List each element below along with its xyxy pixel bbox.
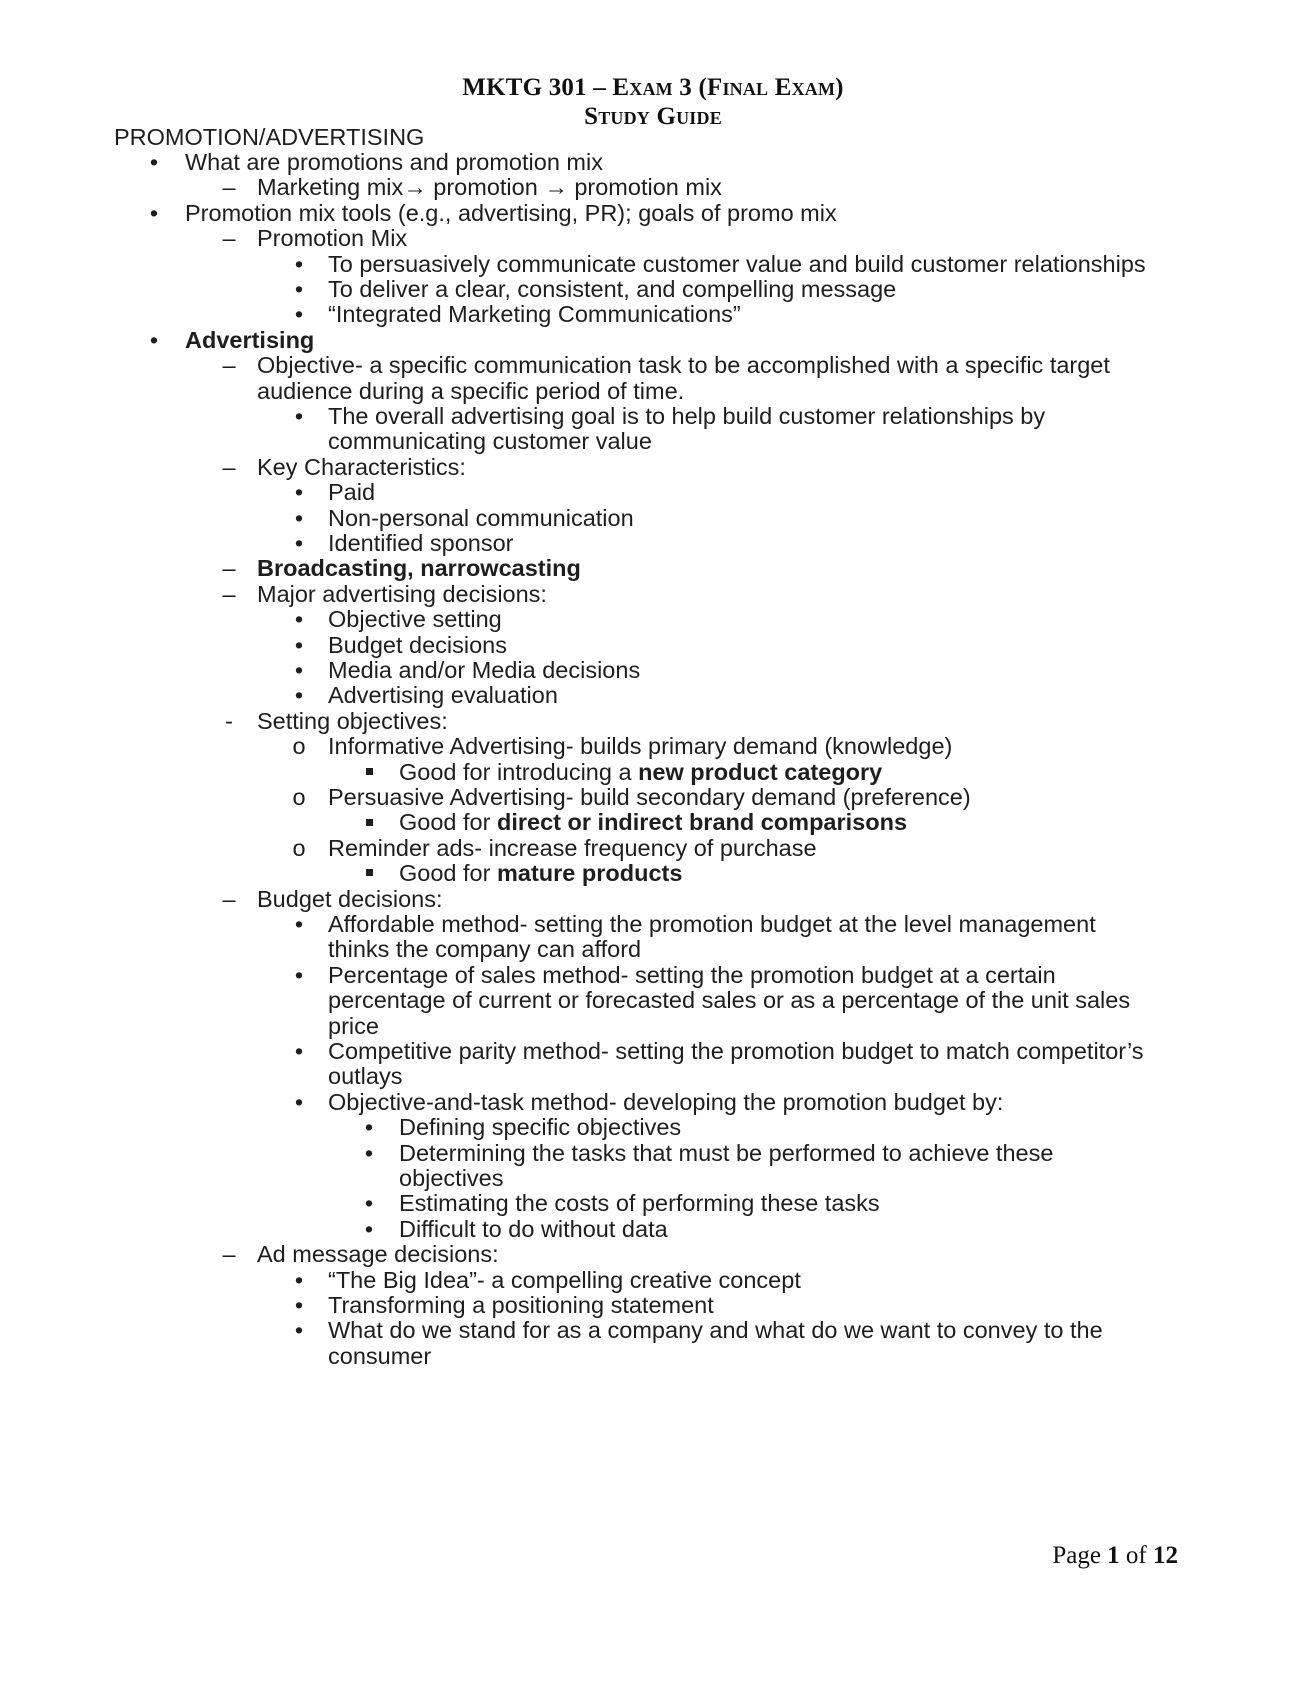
list-item-text: communicating customer value (328, 428, 652, 455)
list-marker: – (222, 453, 236, 480)
list-item-text: To persuasively communicate customer value and build customer relationships (328, 250, 1146, 277)
list-item (328, 911, 1096, 938)
list-item (399, 1165, 504, 1192)
list-item (257, 886, 443, 913)
list-item (399, 1114, 681, 1141)
list-marker: • (294, 1088, 304, 1115)
list-marker: • (294, 911, 304, 937)
list-item-text: percentage of current or forecasted sales or as a percentage of the unit sales (328, 987, 1131, 1014)
list-item-text: Budget decisions (328, 631, 507, 658)
list-marker: – (222, 1241, 236, 1268)
list-item-text: Transforming a positioning statement (328, 1292, 714, 1318)
list-item-text: Competitive parity method- setting the promotion budget to match competitor’s (328, 1038, 1144, 1064)
list-item-text: Promotion Mix (257, 225, 408, 252)
list-item-text: Affordable method- setting the promotion budget at the level management (328, 911, 1096, 937)
list-marker: • (149, 149, 159, 175)
list-item (328, 936, 641, 963)
list-item (328, 632, 507, 659)
list-marker: • (294, 301, 304, 328)
list-item-text: Marketing mix→ promotion → promotion mix (257, 174, 722, 201)
list-item (399, 1190, 880, 1217)
document-title: MKTG 301 – Exam 3 (Final Exam) (462, 74, 844, 101)
page-number: 1 (1107, 1542, 1120, 1569)
list-item-text: To deliver a clear, consistent, and compelling message (328, 276, 897, 302)
list-item (257, 708, 448, 735)
list-item (328, 962, 1056, 989)
list-item-text: Identified sponsor (328, 530, 514, 556)
list-item (328, 1089, 1003, 1116)
list-item-text: Objective- a specific communication task to be accomplished with a specific target (257, 352, 1110, 379)
list-marker (358, 809, 380, 836)
list-item-text: Setting objectives: (257, 707, 448, 734)
list-marker: • (294, 250, 304, 277)
list-item (257, 1241, 499, 1268)
list-item-text: thinks the company can afford (328, 936, 642, 963)
list-item (257, 454, 466, 481)
list-item (328, 682, 558, 709)
list-item (328, 505, 634, 532)
list-item (328, 251, 1146, 278)
list-item (257, 174, 722, 201)
list-item (328, 987, 1130, 1014)
list-item (185, 327, 314, 354)
list-item-text: “Integrated Marketing Communications” (328, 301, 741, 328)
list-item-text: Persuasive Advertising- build secondary demand (preference) (328, 784, 971, 810)
list-item-text: Media and/or Media decisions (328, 657, 641, 683)
list-marker: • (364, 1139, 374, 1166)
list-marker: • (149, 326, 159, 353)
list-item (328, 1013, 379, 1040)
list-item-text: consumer (328, 1342, 432, 1369)
list-marker: • (294, 682, 304, 709)
list-item (399, 1140, 1053, 1167)
list-marker: • (294, 1266, 304, 1293)
list-item (328, 276, 896, 303)
list-item (185, 200, 837, 227)
list-item-text: Major advertising decisions: (257, 580, 547, 607)
list-item-emphasis: mature products (496, 860, 683, 887)
list-item-text: “The Big Idea”- a compelling creative concept (328, 1266, 801, 1293)
list-marker: • (294, 657, 304, 683)
list-marker: • (364, 1114, 374, 1141)
list-marker: • (294, 276, 304, 302)
list-marker: • (364, 1215, 374, 1242)
list-item (399, 759, 882, 786)
list-marker: • (294, 504, 304, 531)
list-item (328, 1038, 1144, 1065)
list-item-text: Budget decisions: (257, 885, 443, 912)
list-item (257, 378, 684, 405)
list-item-text: Ad message decisions: (257, 1241, 499, 1268)
list-item-text: Promotion mix tools (e.g., advertising, PR); goals of promo mix (185, 199, 837, 226)
list-item-text: outlays (328, 1063, 403, 1090)
page-of-label: of (1125, 1542, 1147, 1569)
list-item (257, 352, 1110, 379)
list-item-text: The overall advertising goal is to help build customer relationships by (328, 403, 1046, 429)
list-marker: – (222, 174, 236, 201)
list-item (328, 479, 375, 506)
list-item (328, 835, 817, 862)
list-item-text: Difficult to do without data (399, 1215, 668, 1242)
list-item-text: Estimating the costs of performing these tasks (399, 1190, 880, 1217)
page-label: Page (1052, 1542, 1101, 1569)
list-item (328, 657, 640, 684)
list-item (328, 1267, 801, 1294)
list-item-text: Percentage of sales method- setting the promotion budget at a certain (328, 961, 1056, 988)
list-item (328, 1317, 1103, 1344)
page-footer (1052, 1542, 1178, 1570)
list-item-text: Objective setting (328, 606, 502, 633)
list-marker: • (294, 403, 304, 429)
list-marker: o (292, 834, 306, 861)
list-item (328, 301, 741, 328)
list-marker (358, 759, 380, 786)
list-marker: • (294, 606, 304, 633)
list-item-text: Informative Advertising- builds primary demand (knowledge) (328, 733, 953, 760)
list-item-emphasis: new product category (638, 758, 883, 785)
section-heading: PROMOTION/ADVERTISING (114, 124, 425, 150)
list-marker: – (222, 225, 236, 252)
list-marker: – (222, 555, 236, 582)
list-item-emphasis: direct or indirect brand comparisons (496, 809, 908, 836)
list-marker: • (294, 1292, 304, 1318)
list-marker: • (294, 961, 304, 988)
list-item (328, 1292, 714, 1319)
list-marker: • (294, 1317, 304, 1344)
list-item (257, 581, 547, 608)
list-item-text: objectives (399, 1165, 504, 1191)
list-item (399, 809, 907, 836)
list-marker: • (294, 479, 304, 506)
list-item-text: Broadcasting, narrowcasting (257, 555, 581, 582)
list-marker: • (294, 530, 304, 556)
list-item (399, 860, 682, 887)
list-item-text: Good for (399, 809, 497, 836)
list-item-text: Non-personal communication (328, 504, 634, 531)
list-marker: • (294, 1038, 304, 1064)
list-item (399, 1216, 668, 1243)
list-marker: o (292, 733, 306, 760)
list-item (328, 733, 952, 760)
list-item-text: Paid (328, 479, 376, 506)
list-marker: – (222, 885, 236, 912)
list-marker: • (364, 1190, 374, 1217)
list-item-text: price (328, 1012, 379, 1039)
list-item (328, 428, 652, 455)
list-item-text: Reminder ads- increase frequency of purchase (328, 834, 817, 861)
list-item (185, 149, 603, 176)
list-marker: • (149, 199, 159, 226)
list-item-text: Advertising evaluation (328, 682, 558, 709)
list-item-text: What do we stand for as a company and what do we want to convey to the (328, 1317, 1103, 1344)
list-item-text: Objective-and-task method- developing the promotion budget by: (328, 1088, 1004, 1115)
page-total: 12 (1153, 1542, 1178, 1569)
document-subtitle: Study Guide (584, 103, 722, 130)
list-item-text: What are promotions and promotion mix (185, 149, 603, 175)
list-item-text: Good for (399, 860, 497, 887)
list-item (328, 530, 514, 557)
list-marker: - (225, 707, 233, 734)
list-marker: – (222, 352, 236, 379)
list-item-text: Defining specific objectives (399, 1114, 682, 1141)
list-item (328, 606, 502, 633)
list-item (328, 784, 971, 811)
list-marker: – (222, 580, 236, 607)
list-item (257, 225, 407, 252)
list-marker: • (294, 631, 304, 658)
list-marker: o (292, 784, 306, 810)
list-item (328, 403, 1045, 430)
list-item (328, 1343, 431, 1370)
list-item (328, 1063, 402, 1090)
list-item (257, 555, 581, 582)
list-item-text: Advertising (185, 326, 315, 353)
list-item-text: audience during a specific period of time. (257, 377, 685, 404)
list-item-text: Good for introducing a (399, 758, 639, 785)
list-marker (358, 860, 380, 887)
list-item-text: Key Characteristics: (257, 453, 466, 480)
list-item-text: Determining the tasks that must be performed to achieve these (399, 1139, 1054, 1166)
